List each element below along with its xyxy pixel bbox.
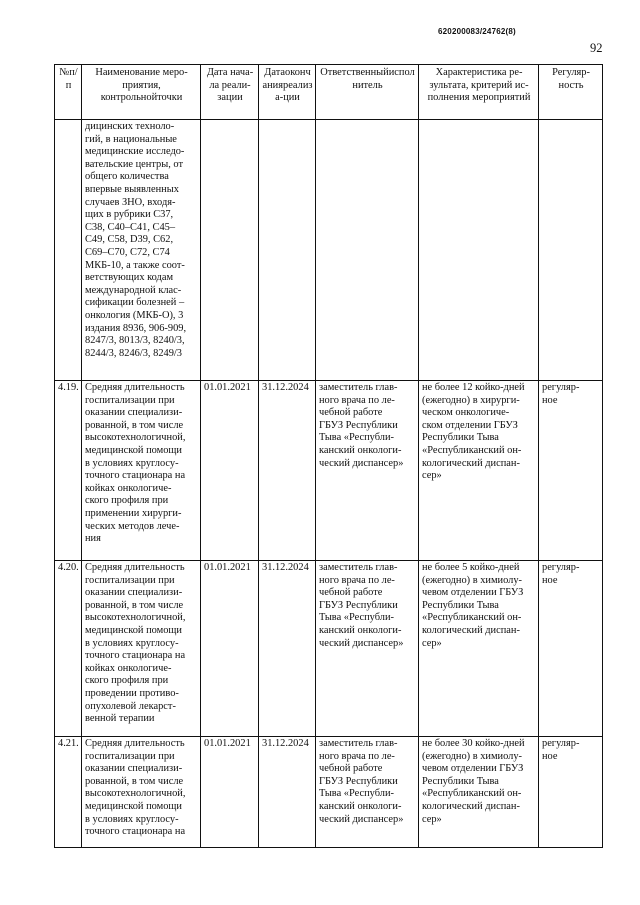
header-name bbox=[82, 65, 201, 120]
text-line: сер» bbox=[422, 637, 442, 649]
cell-responsible bbox=[316, 561, 419, 737]
text-line: зации bbox=[217, 92, 243, 104]
text-line: медицинской помощи bbox=[85, 800, 182, 812]
text-line: (ежегодно) в химиолу- bbox=[422, 750, 523, 762]
text-line: ное bbox=[542, 574, 558, 586]
text-line: впервые выявленных bbox=[85, 183, 179, 195]
cell-name bbox=[82, 737, 201, 848]
text-line: в условиях круглосу- bbox=[85, 637, 179, 649]
text-line: ГБУЗ Республики bbox=[319, 419, 398, 431]
text-line: точного стационара на bbox=[85, 826, 186, 838]
text-line: чебной работе bbox=[319, 763, 383, 775]
text-line: полнения мероприятий bbox=[427, 92, 531, 104]
text-line: Дата bbox=[264, 67, 285, 78]
text-line: применении хирурги- bbox=[85, 507, 182, 519]
table-row bbox=[55, 381, 603, 561]
text-line: ного врача по ле- bbox=[319, 750, 395, 762]
text-line: медицинские исследо- bbox=[85, 146, 185, 158]
text-line: вательские центры, от bbox=[85, 158, 183, 170]
text-line: точного стационара на bbox=[85, 650, 186, 662]
text-line: приятия, контрольной bbox=[100, 79, 161, 104]
text-line: ческих методов лече- bbox=[85, 520, 180, 532]
text-line: чебной работе bbox=[319, 407, 383, 419]
text-line: сер» bbox=[422, 470, 442, 482]
text-line: чебной работе bbox=[319, 587, 383, 599]
text-line: Дата нача- bbox=[206, 67, 254, 78]
text-line: сификации болезней – bbox=[85, 297, 185, 309]
text-line: п/п bbox=[65, 67, 78, 91]
text-line: заместитель глав- bbox=[319, 382, 398, 393]
header-characteristic bbox=[419, 65, 539, 120]
text-line: точного стационара на bbox=[85, 470, 186, 482]
cell-characteristic bbox=[419, 120, 539, 381]
text-line: в условиях круглосу- bbox=[85, 457, 179, 469]
text-line: рованной, в том числе bbox=[85, 775, 184, 787]
text-line: зультата, критерий ис- bbox=[429, 79, 529, 91]
text-line: госпитализации при bbox=[85, 750, 175, 762]
text-line: койках онкологиче- bbox=[85, 662, 172, 674]
text-line: общего количества bbox=[85, 171, 169, 183]
text-line: венной терапии bbox=[85, 713, 155, 725]
text-line: ского профиля при bbox=[85, 675, 169, 687]
text-line: онкология (МКБ-О), 3 bbox=[85, 309, 184, 321]
text-line: ния bbox=[85, 533, 101, 545]
text-line: Республики Тыва bbox=[422, 432, 499, 444]
text-line: не более 12 койко-дней bbox=[422, 382, 525, 393]
cell-regularity bbox=[539, 737, 603, 848]
cell-start-date: 01.01.2021 bbox=[201, 737, 259, 848]
text-line: ции bbox=[283, 92, 300, 104]
text-line: Средняя длительность bbox=[85, 562, 185, 573]
text-line: Средняя длительность bbox=[85, 382, 185, 393]
plan-table bbox=[54, 64, 603, 848]
text-line: оказании специализи- bbox=[85, 587, 183, 599]
cell-regularity bbox=[539, 561, 603, 737]
cell-name bbox=[82, 561, 201, 737]
text-line: Тыва «Республи- bbox=[319, 432, 394, 444]
text-line: ческий диспансер» bbox=[319, 813, 404, 825]
page-number: 92 bbox=[590, 41, 603, 55]
text-line: ность bbox=[558, 79, 584, 91]
text-line: ческий диспансер» bbox=[319, 637, 404, 649]
text-line: канский онкологи- bbox=[319, 444, 402, 456]
text-line: госпитализации при bbox=[85, 574, 175, 586]
text-line: заместитель глав- bbox=[319, 738, 398, 749]
cell-end-date: 31.12.2024 bbox=[259, 381, 316, 561]
text-line: ветствующих кодам bbox=[85, 272, 174, 284]
cell-num: 4.19. bbox=[55, 381, 82, 561]
table-row-continuation bbox=[55, 120, 603, 381]
text-line: «Республиканский он- bbox=[422, 612, 522, 624]
cell-end-date: 31.12.2024 bbox=[259, 561, 316, 737]
text-line: окончания bbox=[262, 67, 311, 91]
text-line: оказании специализи- bbox=[85, 407, 183, 419]
text-line: дицинских техноло- bbox=[85, 121, 175, 132]
cell-start-date bbox=[201, 120, 259, 381]
text-line: высокотехнологичной, bbox=[85, 432, 186, 444]
text-line: госпитализации при bbox=[85, 394, 175, 406]
header-end-date bbox=[259, 65, 316, 120]
text-line: чевом отделении ГБУЗ bbox=[422, 587, 524, 599]
text-line: «Республиканский он- bbox=[422, 788, 522, 800]
text-line: кологический диспан- bbox=[422, 457, 520, 469]
text-line: регуляр- bbox=[542, 562, 580, 573]
header-num bbox=[55, 65, 82, 120]
text-line: Средняя длительность bbox=[85, 738, 185, 749]
cell-num bbox=[55, 120, 82, 381]
text-line: ного врача по ле- bbox=[319, 394, 395, 406]
text-line: высокотехнологичной, bbox=[85, 788, 186, 800]
text-line: медицинской помощи bbox=[85, 444, 182, 456]
text-line: щих в рубрики С37, bbox=[85, 209, 174, 221]
text-line: регуляр- bbox=[542, 382, 580, 393]
text-line: точки bbox=[157, 92, 183, 104]
text-line: канский онкологи- bbox=[319, 624, 402, 636]
cell-start-date: 01.01.2021 bbox=[201, 561, 259, 737]
text-line: ное bbox=[542, 394, 558, 406]
text-line: высокотехнологичной, bbox=[85, 612, 186, 624]
cell-name bbox=[82, 120, 201, 381]
text-line: (ежегодно) в хирурги- bbox=[422, 394, 520, 406]
text-line: ском отделении ГБУЗ bbox=[422, 419, 518, 431]
text-line: реализа- bbox=[275, 79, 313, 104]
table-header-row bbox=[55, 65, 603, 120]
text-line: в условиях круглосу- bbox=[85, 813, 179, 825]
text-line: рованной, в том числе bbox=[85, 419, 184, 431]
text-line: 8244/3, 8246/3, 8249/3 bbox=[85, 347, 182, 359]
text-line: чевом отделении ГБУЗ bbox=[422, 763, 524, 775]
text-line: гий, в национальные bbox=[85, 133, 177, 145]
cell-regularity bbox=[539, 120, 603, 381]
cell-responsible bbox=[316, 737, 419, 848]
text-line: исполнитель bbox=[352, 67, 415, 91]
text-line: ГБУЗ Республики bbox=[319, 775, 398, 787]
cell-end-date bbox=[259, 120, 316, 381]
text-line: Тыва «Республи- bbox=[319, 788, 394, 800]
cell-characteristic bbox=[419, 737, 539, 848]
text-line: не более 30 койко-дней bbox=[422, 738, 525, 749]
text-line: канский онкологи- bbox=[319, 800, 402, 812]
text-line: койках онкологиче- bbox=[85, 482, 172, 494]
table-row bbox=[55, 561, 603, 737]
text-line: ческий диспансер» bbox=[319, 457, 404, 469]
text-line: кологический диспан- bbox=[422, 800, 520, 812]
text-line: Республики Тыва bbox=[422, 775, 499, 787]
text-line: Республики Тыва bbox=[422, 599, 499, 611]
header-regularity bbox=[539, 65, 603, 120]
cell-characteristic bbox=[419, 561, 539, 737]
cell-num: 4.21. bbox=[55, 737, 82, 848]
text-line: ческом онкологиче- bbox=[422, 407, 510, 419]
text-line: 8247/3, 8013/3, 8240/3, bbox=[85, 335, 185, 347]
text-line: кологический диспан- bbox=[422, 624, 520, 636]
text-line: рованной, в том числе bbox=[85, 599, 184, 611]
text-line: регуляр- bbox=[542, 738, 580, 749]
text-line: ла реали- bbox=[209, 79, 251, 91]
text-line: ГБУЗ Республики bbox=[319, 599, 398, 611]
cell-responsible bbox=[316, 120, 419, 381]
cell-start-date: 01.01.2021 bbox=[201, 381, 259, 561]
table-row bbox=[55, 737, 603, 848]
text-line: сер» bbox=[422, 813, 442, 825]
text-line: Ответственный bbox=[320, 67, 389, 78]
text-line: «Республиканский он- bbox=[422, 444, 522, 456]
text-line: международной клас- bbox=[85, 284, 182, 296]
cell-num: 4.20. bbox=[55, 561, 82, 737]
text-line: МКБ-10, а также соот- bbox=[85, 259, 185, 271]
text-line: Характеристика ре- bbox=[435, 67, 523, 78]
text-line: случаев ЗНО, входя- bbox=[85, 196, 176, 208]
text-line: (ежегодно) в химиолу- bbox=[422, 574, 523, 586]
cell-name bbox=[82, 381, 201, 561]
document-id: 620200083/24762(8) bbox=[438, 27, 516, 36]
header-responsible bbox=[316, 65, 419, 120]
cell-end-date: 31.12.2024 bbox=[259, 737, 316, 848]
text-line: Регуляр- bbox=[552, 67, 590, 78]
text-line: ное bbox=[542, 750, 558, 762]
cell-characteristic bbox=[419, 381, 539, 561]
text-line: С49, С58, D39, С62, bbox=[85, 234, 174, 246]
text-line: С69–С70, С72, С74 bbox=[85, 246, 170, 258]
text-line: Наименование меро- bbox=[95, 67, 188, 78]
header-start-date bbox=[201, 65, 259, 120]
text-line: № bbox=[59, 67, 70, 78]
text-line: медицинской помощи bbox=[85, 624, 182, 636]
text-line: Тыва «Республи- bbox=[319, 612, 394, 624]
text-line: С38, С40–С41, С45– bbox=[85, 221, 176, 233]
text-line: не более 5 койко-дней bbox=[422, 562, 520, 573]
text-line: опухолевой лекарст- bbox=[85, 700, 176, 712]
text-line: проведении противо- bbox=[85, 687, 179, 699]
cell-regularity bbox=[539, 381, 603, 561]
text-line: заместитель глав- bbox=[319, 562, 398, 573]
cell-responsible bbox=[316, 381, 419, 561]
text-line: издания 8936, 906-909, bbox=[85, 322, 187, 334]
text-line: ского профиля при bbox=[85, 495, 169, 507]
text-line: ного врача по ле- bbox=[319, 574, 395, 586]
text-line: оказании специализи- bbox=[85, 763, 183, 775]
